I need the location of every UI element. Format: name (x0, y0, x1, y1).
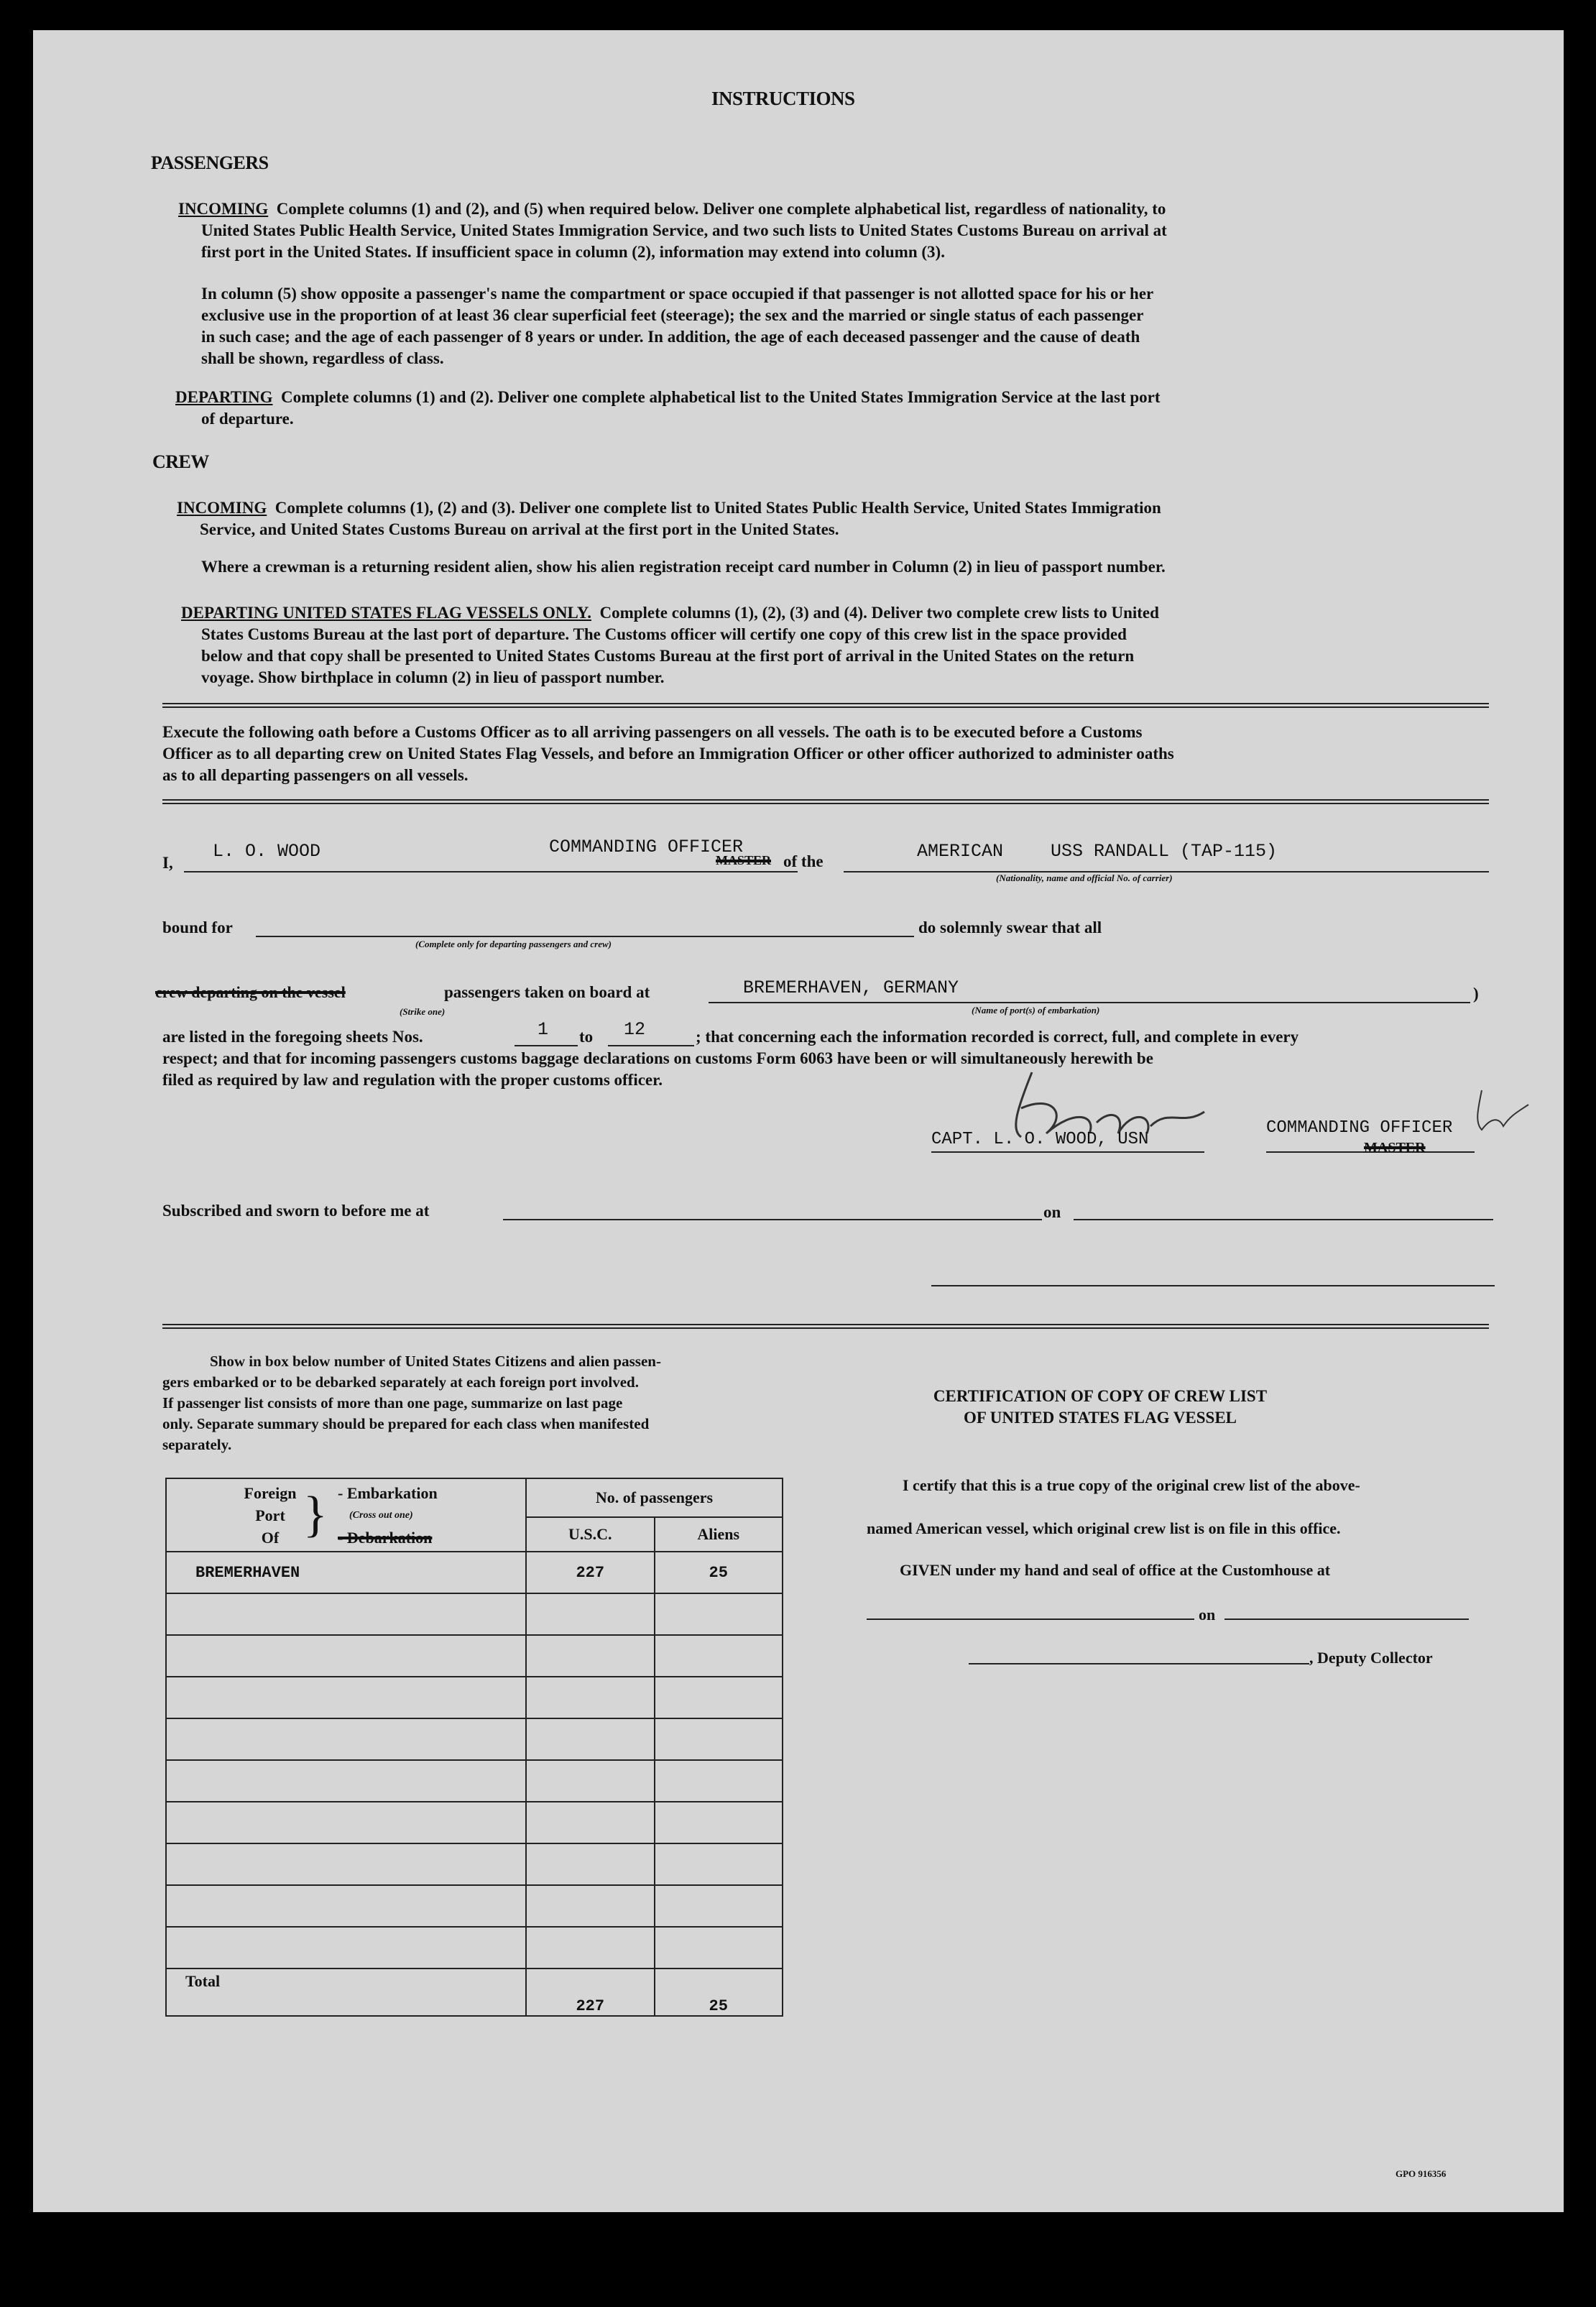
total-label: Total (166, 1968, 526, 2016)
initials-mark (1467, 1087, 1532, 1144)
crew-departing-line1: Complete columns (1), (2), (3) and (4). Deliver two complete crew lists to United (599, 604, 1159, 622)
hdr-of: Of (261, 1529, 280, 1547)
oath-i-label: I, (162, 854, 173, 872)
row-usc[interactable] (526, 1718, 655, 1760)
section-crew-heading: CREW (152, 451, 209, 472)
crew-departing-line4: voyage. Show birthplace in column (2) in lieu of passport number. (201, 668, 665, 686)
bound-for-caption: (Complete only for departing passengers and crew) (415, 939, 612, 949)
row-usc[interactable] (526, 1843, 655, 1885)
subscribed-date-underline (1074, 1219, 1493, 1220)
row-aliens[interactable] (655, 1677, 783, 1718)
summary-note-line2: gers embarked or to be debarked separately at each foreign port involved. (162, 1373, 639, 1391)
to-label: to (579, 1028, 594, 1046)
row-port[interactable] (166, 1593, 526, 1635)
crew-incoming-paragraph (177, 497, 1492, 540)
bound-for-label: bound for (162, 918, 233, 936)
total-usc[interactable]: 227 (526, 1968, 655, 2016)
row-port[interactable] (166, 1802, 526, 1843)
oath-instructions-line1: Execute the following oath before a Customs Officer as to all arriving passengers on all vessels. The oath is to be executed before a Customs (162, 723, 1143, 741)
row-usc[interactable] (526, 1802, 655, 1843)
row-usc[interactable] (526, 1635, 655, 1677)
document-page (33, 30, 1564, 2212)
oath-swear-text: do solemnly swear that all (918, 918, 1102, 936)
crew-incoming-line1: Complete columns (1), (2) and (3). Deliver one complete list to United States Public Health Service, United States Immigration (275, 499, 1161, 517)
passengers-incoming-line1: Complete columns (1) and (2), and (5) when required below. Deliver one complete alphabetical list, regardless of nationality, to (276, 200, 1166, 218)
subscribed-place-underline (503, 1219, 1042, 1220)
row-usc[interactable]: 227 (526, 1552, 655, 1593)
certification-line1: I certify that this is a true copy of the original crew list of the above- (903, 1476, 1360, 1494)
hdr-aliens: Aliens (655, 1517, 783, 1552)
subscribed-on-label: on (1043, 1203, 1061, 1221)
total-aliens[interactable]: 25 (655, 1968, 783, 2016)
row-port[interactable] (166, 1635, 526, 1677)
divider-rule (162, 1324, 1489, 1329)
signer-name: CAPT. L. O. WOOD, USN (931, 1130, 1149, 1149)
port-header-cell (166, 1478, 526, 1552)
total-row (166, 1968, 783, 2016)
certification-line2: named American vessel, which original crew list is on file in this office. (867, 1519, 1341, 1537)
table-row (166, 1927, 783, 1968)
oath-struck-crew: crew departing on the vessel (155, 983, 346, 1001)
oath-instructions-line3: as to all departing passengers on all vessels. (162, 766, 469, 784)
sheet-to-underline (608, 1045, 694, 1046)
passengers-incoming-paragraph (178, 198, 1486, 263)
oath-port-field[interactable]: BREMERHAVEN, GERMANY (743, 977, 959, 998)
summary-note-line4: only. Separate summary should be prepared for each class when manifested (162, 1415, 650, 1432)
table-row (166, 1635, 783, 1677)
certification-line3: GIVEN under my hand and seal of office at the Customhouse at (900, 1561, 1331, 1579)
subscribed-label: Subscribed and sworn to before me at (162, 1202, 430, 1220)
passengers-departing-label: DEPARTING (175, 388, 273, 406)
certification-title1: CERTIFICATION OF COPY OF CREW LIST (933, 1387, 1268, 1405)
signer-master-struck: MASTER (1364, 1140, 1426, 1156)
row-usc[interactable] (526, 1593, 655, 1635)
table-row (166, 1552, 783, 1593)
crew-incoming-line2: Service, and United States Customs Bureau on arrival at the first port in the United States. (200, 520, 839, 538)
vessel-caption: (Nationality, name and official No. of carrier) (996, 872, 1173, 883)
crew-departing-paragraph (181, 602, 1496, 689)
passenger-summary-table (165, 1478, 783, 2017)
deputy-underline (969, 1663, 1309, 1664)
table-row (166, 1760, 783, 1802)
page-title: INSTRUCTIONS (711, 88, 855, 109)
table-row (166, 1802, 783, 1843)
certification-on-label: on (1199, 1606, 1216, 1624)
row-aliens[interactable] (655, 1760, 783, 1802)
oath-name-field[interactable]: L. O. WOOD (213, 841, 321, 862)
certification-date-underline (1224, 1618, 1469, 1620)
oath-para-line1: ; that concerning each the information recorded is correct, full, and complete in every (696, 1028, 1299, 1046)
table-row (166, 1843, 783, 1885)
officer-signature-underline (931, 1285, 1495, 1286)
passengers-incoming-label: INCOMING (178, 200, 269, 218)
passengers-incoming-line2: United States Public Health Service, United States Immigration Service, and two such lists to United States Customs Bureau on arrival at (201, 221, 1167, 239)
gpo-number: GPO 916356 (1396, 2168, 1447, 2179)
row-usc[interactable] (526, 1927, 655, 1968)
table-row (166, 1718, 783, 1760)
signer-title: COMMANDING OFFICER (1266, 1118, 1453, 1138)
passengers-departing-paragraph (175, 387, 1490, 430)
crew-departing-line2: States Customs Bureau at the last port of departure. The Customs officer will certify one copy of this crew list in the space provided (201, 625, 1127, 643)
crew-departing-line3: below and that copy shall be presented to United States Customs Bureau at the first port of arrival in the United States on the return (201, 647, 1135, 665)
row-aliens[interactable] (655, 1718, 783, 1760)
oath-instructions-line2: Officer as to all departing crew on United States Flag Vessels, and before an Immigration Officer or other officer authorized to administer oaths (162, 745, 1174, 763)
signature-underline (931, 1151, 1204, 1153)
summary-note-line3: If passenger list consists of more than one page, summarize on last page (162, 1394, 623, 1412)
row-aliens[interactable] (655, 1843, 783, 1885)
port-underline (709, 1002, 1470, 1003)
row-aliens[interactable] (655, 1927, 783, 1968)
hdr-embarkation: - Embarkation (338, 1484, 438, 1502)
table-row (166, 1885, 783, 1927)
row-usc[interactable] (526, 1677, 655, 1718)
oath-vessel-field[interactable]: USS RANDALL (TAP-115) (1051, 841, 1278, 862)
hdr-no-passengers: No. of passengers (526, 1478, 783, 1517)
close-paren: ) (1473, 985, 1479, 1003)
oath-para-line3: filed as required by law and regulation with the proper customs officer. (162, 1071, 663, 1089)
row-aliens[interactable] (655, 1635, 783, 1677)
crew-resident-line: Where a crewman is a returning resident alien, show his alien registration receipt card number in Column (2) in lieu of passport number. (201, 558, 1166, 576)
strike-caption: (Strike one) (400, 1006, 446, 1017)
port-caption: (Name of port(s) of embarkation) (972, 1005, 1100, 1016)
sheet-from-underline (515, 1045, 578, 1046)
oath-master-struck: MASTER (716, 853, 772, 867)
customhouse-underline (867, 1618, 1194, 1620)
passengers-taken-text: passengers taken on board at (444, 983, 650, 1001)
certification-title2: OF UNITED STATES FLAG VESSEL (963, 1409, 1237, 1427)
row-aliens[interactable] (655, 1885, 783, 1927)
crew-incoming-label: INCOMING (177, 499, 267, 517)
bound-for-underline (256, 936, 914, 937)
summary-note-line1: Show in box below number of United States Citizens and alien passen- (210, 1353, 661, 1370)
passengers-departing-line2: of departure. (201, 410, 294, 428)
row-port[interactable] (166, 1677, 526, 1718)
oath-of-the: of the (783, 852, 824, 870)
table-row (166, 1677, 783, 1718)
name-underline (184, 871, 579, 872)
table-row (166, 1593, 783, 1635)
sheet-to-field[interactable]: 12 (624, 1019, 646, 1040)
row-port[interactable] (166, 1718, 526, 1760)
row-port[interactable] (166, 1843, 526, 1885)
certification-title (824, 1386, 1542, 1429)
oath-para-line2: respect; and that for incoming passengers customs baggage declarations on customs Form 6063 have been or will simultaneously herewith be (162, 1049, 1153, 1067)
row-port[interactable]: BREMERHAVEN (166, 1552, 526, 1593)
row-port[interactable] (166, 1760, 526, 1802)
row-usc[interactable] (526, 1760, 655, 1802)
summary-note-line5: separately. (162, 1436, 232, 1453)
divider-rule (162, 799, 1489, 804)
row-aliens[interactable] (655, 1802, 783, 1843)
brace-icon: } (303, 1487, 328, 1542)
oath-instructions (162, 722, 1492, 786)
row-port[interactable] (166, 1927, 526, 1968)
passengers-incoming-line3: first port in the United States. If insufficient space in column (2), information may extend into column (3). (201, 243, 945, 261)
hdr-port: Port (255, 1506, 285, 1524)
column5-line1: In column (5) show opposite a passenger's name the compartment or space occupied if that passenger is not allotted space for his or her (201, 285, 1154, 303)
listed-in-text: are listed in the foregoing sheets Nos. (162, 1028, 423, 1046)
column5-paragraph (201, 283, 1495, 369)
oath-nationality-field[interactable]: AMERICAN (917, 841, 1004, 862)
oath-title-typed: COMMANDING OFFICER (549, 837, 744, 857)
row-port[interactable] (166, 1885, 526, 1927)
hdr-usc: U.S.C. (526, 1517, 655, 1552)
column5-line3: in such case; and the age of each passenger of 8 years or under. In addition, the age of each deceased passenger and the cause of death (201, 328, 1140, 346)
row-usc[interactable] (526, 1885, 655, 1927)
title-underline (546, 871, 798, 872)
passengers-departing-line1: Complete columns (1) and (2). Deliver one complete alphabetical list to the United States Immigration Service at the last port (281, 388, 1161, 406)
hdr-foreign: Foreign (244, 1484, 297, 1502)
hdr-cross-out: (Cross out one) (349, 1510, 413, 1521)
row-aliens[interactable] (655, 1593, 783, 1635)
crew-departing-label: DEPARTING UNITED STATES FLAG VESSELS ONLY. (181, 604, 591, 622)
deputy-collector-label: , Deputy Collector (1309, 1649, 1433, 1667)
section-passengers-heading: PASSENGERS (151, 152, 269, 173)
sheet-from-field[interactable]: 1 (538, 1019, 549, 1040)
hdr-debarkation: - Debarkation (338, 1529, 433, 1547)
column5-line2: exclusive use in the proportion of at least 36 clear superficial feet (steerage); the sex and the married or single status of each passenger (201, 306, 1144, 324)
row-aliens[interactable]: 25 (655, 1552, 783, 1593)
column5-line4: shall be shown, regardless of class. (201, 349, 444, 367)
divider-rule (162, 703, 1489, 708)
